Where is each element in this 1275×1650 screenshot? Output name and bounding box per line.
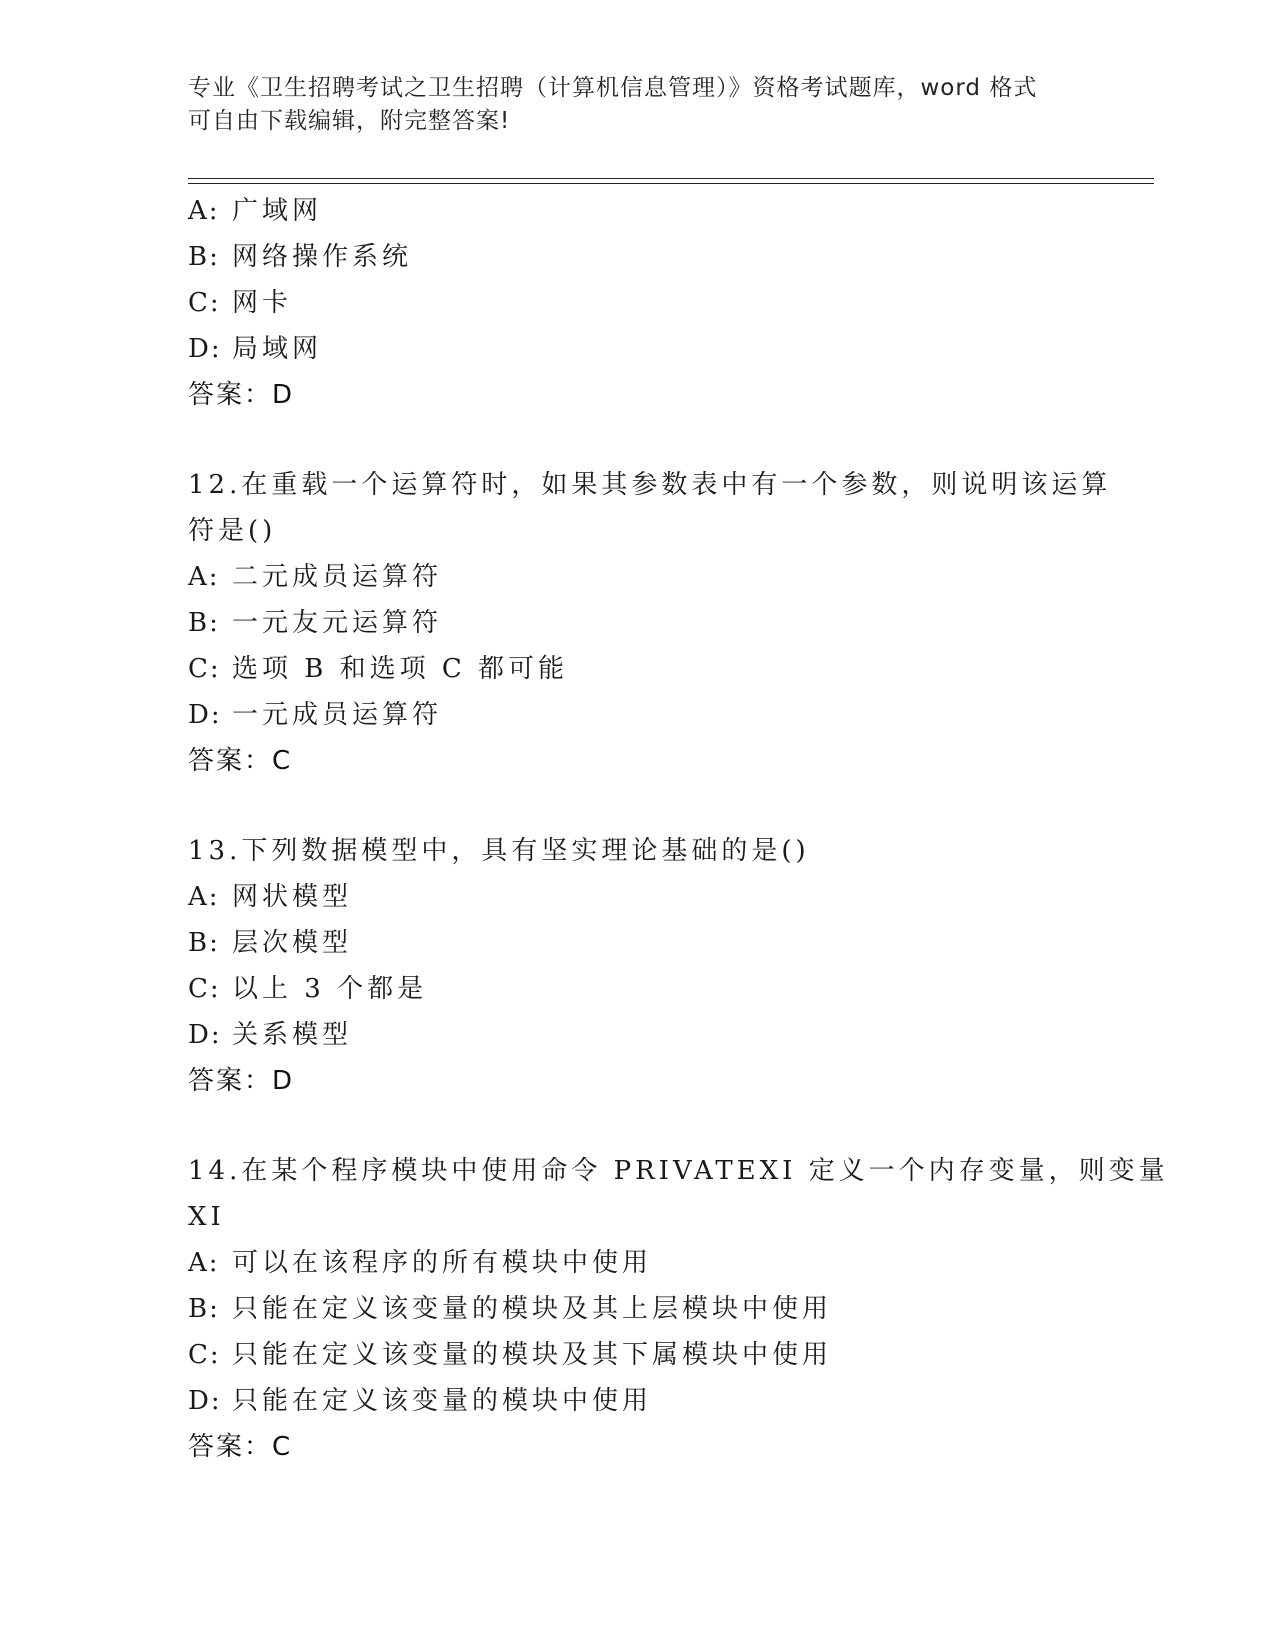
answer-line: 答案：C <box>188 1432 293 1462</box>
spacer <box>188 418 1088 462</box>
header-line-2: 可自由下载编辑，附完整答案! <box>188 108 511 134</box>
header-line-1: 专业《卫生招聘考试之卫生招聘（计算机信息管理）》资格考试题库，word 格式 <box>188 75 1038 101</box>
option-a: A: 网状模型 <box>188 882 353 912</box>
option-c: C: 以上 3 个都是 <box>188 974 428 1004</box>
option-d: D: 局域网 <box>188 334 323 364</box>
header-divider-top <box>188 178 1154 179</box>
option-a: A: 广域网 <box>188 196 323 226</box>
question-block-13 <box>188 828 1088 1104</box>
option-c: C: 只能在定义该变量的模块及其下属模块中使用 <box>188 1340 833 1370</box>
spacer <box>188 1104 1088 1148</box>
spacer <box>188 784 1088 828</box>
question-text-continued: 符是() <box>188 516 277 546</box>
option-a: A: 可以在该程序的所有模块中使用 <box>188 1248 653 1278</box>
option-b: B: 层次模型 <box>188 928 353 958</box>
option-b: B: 只能在定义该变量的模块及其上层模块中使用 <box>188 1294 833 1324</box>
question-text: 12.在重载一个运算符时，如果其参数表中有一个参数，则说明该运算 <box>188 470 1112 500</box>
answer-line: 答案：D <box>188 380 295 410</box>
option-b: B: 网络操作系统 <box>188 242 413 272</box>
option-c: C: 选项 B 和选项 C 都可能 <box>188 654 569 684</box>
option-a: A: 二元成员运算符 <box>188 562 443 592</box>
question-text-continued: XI <box>188 1202 225 1232</box>
option-d: D: 只能在定义该变量的模块中使用 <box>188 1386 653 1416</box>
question-block-14 <box>188 1148 1169 1470</box>
option-d: D: 关系模型 <box>188 1020 353 1050</box>
header-divider-bottom <box>188 183 1154 184</box>
answer-line: 答案：C <box>188 746 293 776</box>
question-text: 13.下列数据模型中，具有坚实理论基础的是() <box>188 836 810 866</box>
option-b: B: 一元友元运算符 <box>188 608 443 638</box>
question-list <box>188 188 1169 1470</box>
option-c: C: 网卡 <box>188 288 293 318</box>
option-d: D: 一元成员运算符 <box>188 700 443 730</box>
document-header <box>188 72 1068 138</box>
question-text: 14.在某个程序模块中使用命令 PRIVATEXI 定义一个内存变量，则变量 <box>188 1156 1169 1186</box>
answer-line: 答案：D <box>188 1066 295 1096</box>
question-block-continued <box>188 188 1088 418</box>
question-block-12 <box>188 462 1112 784</box>
